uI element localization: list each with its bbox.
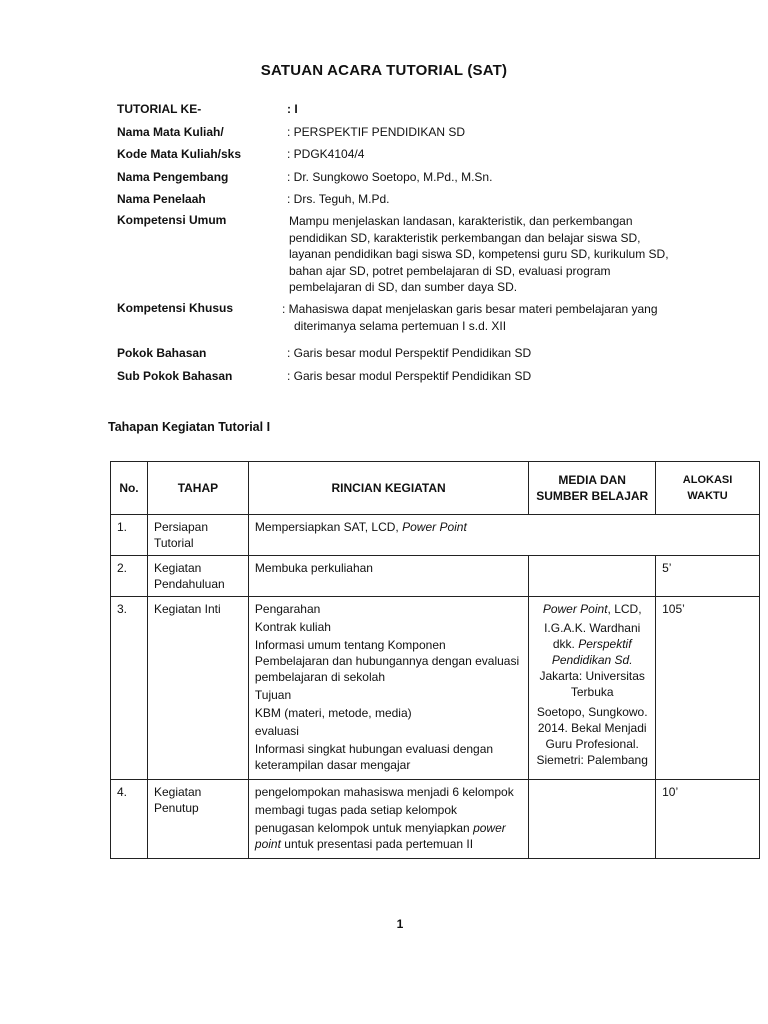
info-value: : Drs. Teguh, M.Pd.: [287, 192, 390, 206]
activity-table: [110, 461, 760, 859]
info-value-multiline: [282, 301, 712, 334]
list-item: [255, 820, 522, 852]
section-heading: Tahapan Kegiatan Tutorial I: [108, 420, 271, 434]
line: Mampu menjelaskan landasan, karakteristik, dan perkembangan: [289, 214, 633, 228]
cell-rincian: [248, 780, 528, 859]
info-value: : I: [287, 102, 298, 116]
ref1-title: Perspektif Pendidikan Sd.: [551, 637, 633, 667]
cell-media: [529, 780, 656, 859]
info-value: : Dr. Sungkowo Soetopo, M.Pd., M.Sn.: [287, 170, 493, 184]
cell-no: 3.: [111, 597, 148, 780]
rincian-text: Mempersiapkan SAT, LCD,: [254, 520, 399, 534]
header-media: MEDIA DAN SUMBER BELAJAR: [529, 462, 656, 515]
cell-rincian: [248, 515, 759, 556]
cell-alokasi: 10’: [656, 780, 760, 859]
list-item: Tujuan: [254, 688, 292, 702]
cell-no: 1.: [111, 515, 148, 556]
info-value: : PDGK4104/4: [287, 147, 365, 161]
cell-media: [529, 556, 656, 597]
table-row: [111, 780, 760, 859]
list-item: pengelompokan mahasiswa menjadi 6 kelompok: [254, 785, 514, 799]
info-label: Nama Penelaah: [117, 192, 206, 206]
media-pp-line: [535, 601, 649, 617]
rincian-italic: Power Point: [402, 520, 467, 534]
header-tahap: TAHAP: [147, 462, 248, 515]
text: untuk presentasi pada pertemuan II: [284, 837, 474, 851]
media-ref2: Soetopo, Sungkowo. 2014. Bekal Menjadi Guru Profesional. Siemetri: Palembang: [536, 705, 648, 767]
cell-alokasi: 5’: [656, 556, 760, 597]
line: pendidikan SD, karakteristik perkembangan dan belajar siswa SD,: [289, 230, 641, 245]
info-label: TUTORIAL KE-: [117, 102, 202, 116]
line: layanan pendidikan bagi siswa SD, kompetensi guru SD, kurikulum SD,: [289, 247, 669, 262]
media-lcd: , LCD,: [607, 602, 642, 616]
ref1-place: Jakarta: Universitas Terbuka: [539, 669, 645, 699]
cell-alokasi: 105’: [656, 597, 760, 780]
line: bahan ajar SD, potret pembelajaran di SD, evaluasi program: [289, 263, 611, 278]
list-item: Kontrak kuliah: [254, 620, 331, 634]
table-header-row: [111, 462, 760, 515]
info-label: Nama Pengembang: [117, 170, 229, 184]
cell-rincian: [248, 597, 528, 780]
info-label: Kompetensi Umum: [117, 213, 227, 227]
info-value-multiline: [289, 213, 709, 296]
table-row: [111, 556, 760, 597]
list-item: membagi tugas pada setiap kelompok: [254, 803, 458, 817]
cell-no: 2.: [111, 556, 148, 597]
page-number: 1: [396, 917, 404, 931]
cell-media: [529, 597, 656, 780]
list-item: Informasi umum tentang Komponen Pembelajaran dan hubungannya dengan evaluasi pembelajaran di sekolah: [254, 638, 520, 684]
ref1-author: I.G.A.K. Wardhani dkk.: [544, 621, 641, 651]
list-item: KBM (materi, metode, media): [254, 706, 412, 720]
cell-rincian: Membuka perkuliahan: [248, 556, 528, 597]
info-value: : Garis besar modul Perspektif Pendidikan SD: [287, 369, 532, 383]
text: penugasan kelompok untuk menyiapkan: [254, 821, 470, 835]
table-row: [111, 597, 760, 780]
list-item: Pengarahan: [254, 602, 321, 616]
header-rincian: RINCIAN KEGIATAN: [248, 462, 528, 515]
cell-no: 4.: [111, 780, 148, 859]
info-label: Pokok Bahasan: [117, 346, 207, 360]
line: : Mahasiswa dapat menjelaskan garis besar materi pembelajaran yang: [282, 302, 658, 316]
text-italic: power point: [254, 821, 506, 851]
info-value: : PERSPEKTIF PENDIDIKAN SD: [287, 125, 466, 139]
header-alokasi: ALOKASI WAKTU: [656, 462, 760, 515]
cell-tahap: Kegiatan Pendahuluan: [147, 556, 248, 597]
cell-tahap: Persiapan Tutorial: [147, 515, 248, 556]
media-pp: Power Point: [542, 602, 608, 616]
line: pembelajaran di SD, dan sumber daya SD.: [289, 280, 518, 295]
info-label: Sub Pokok Bahasan: [117, 369, 233, 383]
document-title: SATUAN ACARA TUTORIAL (SAT): [260, 62, 508, 79]
cell-tahap: Kegiatan Penutup: [147, 780, 248, 859]
info-label: Nama Mata Kuliah/: [117, 125, 224, 139]
media-ref1: [535, 620, 649, 700]
list-item: evaluasi: [254, 724, 299, 738]
info-label: Kode Mata Kuliah/sks: [117, 147, 242, 161]
info-value: : Garis besar modul Perspektif Pendidikan SD: [287, 346, 532, 360]
table-row: [111, 515, 760, 556]
list-item: Informasi singkat hubungan evaluasi dengan keterampilan dasar mengajar: [254, 742, 494, 772]
line: diterimanya selama pertemuan I s.d. XII: [294, 318, 507, 333]
header-no: No.: [111, 462, 148, 515]
info-label: Kompetensi Khusus: [117, 301, 234, 315]
cell-tahap: Kegiatan Inti: [147, 597, 248, 780]
